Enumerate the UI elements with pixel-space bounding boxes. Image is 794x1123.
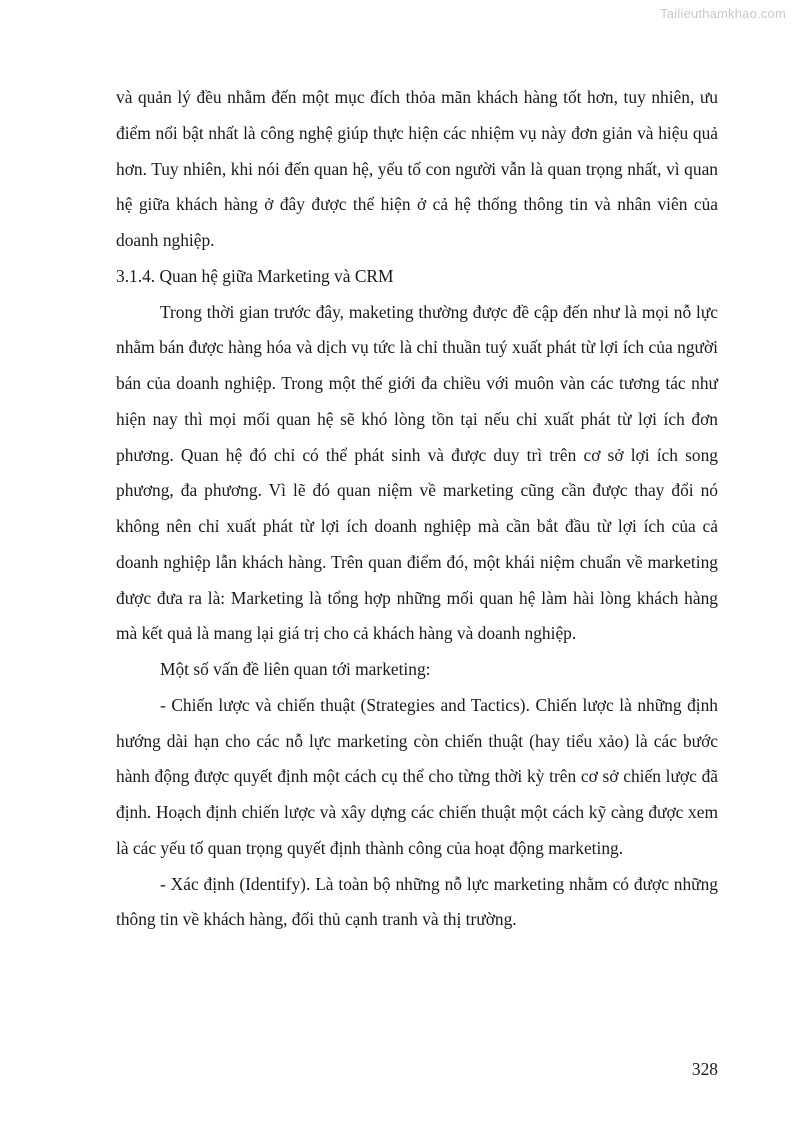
paragraph-marketing-definition: Trong thời gian trước đây, maketing thường được đề cập đến như là mọi nỗ lực nhằm bán được hàng hóa và dịch vụ tức là chỉ thuần tuý xuất phát từ lợi ích của người bán của doanh nghiệp. Trong một thế giới đa chiều với muôn vàn các tương tác như hiện nay thì mọi mối quan hệ sẽ khó lòng tồn tại nếu chỉ xuất phát từ lợi ích đơn phương. Quan hệ đó chỉ có thể phát sinh và được duy trì trên cơ sở lợi ích song phương, đa phương. Vì lẽ đó quan niệm về marketing cũng cần được thay đổi nó không nên chỉ xuất phát từ lợi ích doanh nghiệp mà cần bắt đầu từ lợi ích của cả doanh nghiệp lẫn khách hàng. Trên quan điểm đó, một khái niệm chuẩn về marketing được đưa ra là: Marketing là tổng hợp những mối quan hệ làm hài lòng khách hàng mà kết quả là mang lại giá trị cho cả khách hàng và doanh nghiệp.: [116, 301, 718, 644]
page-number: 328: [691, 1059, 718, 1079]
paragraph-marketing-issues-intro: Một số vấn đề liên quan tới marketing:: [160, 659, 431, 679]
document-body: [116, 80, 718, 938]
paragraph-identify: - Xác định (Identify). Là toàn bộ những nỗ lực marketing nhằm có được những thông tin về khách hàng, đối thủ cạnh tranh và thị trường.: [116, 873, 718, 930]
paragraph-continuation: và quản lý đều nhằm đến một mục đích thỏa mãn khách hàng tốt hơn, tuy nhiên, ưu điểm nổi bật nhất là công nghệ giúp thực hiện các nhiệm vụ này đơn giản và hiệu quả hơn. Tuy nhiên, khi nói đến quan hệ, yếu tố con người vẫn là quan trọng nhất, vì quan hệ giữa khách hàng ở đây được thể hiện ở cả hệ thống thông tin và nhân viên của doanh nghiệp.: [116, 87, 718, 250]
paragraph-strategies-tactics: - Chiến lược và chiến thuật (Strategies and Tactics). Chiến lược là những định hướng dài hạn cho các nỗ lực marketing còn chiến thuật (hay tiểu xảo) là các bước hành động được quyết định một cách cụ thể cho từng thời kỳ trên cơ sở chiến lược đã định. Hoạch định chiến lược và xây dựng các chiến thuật một cách kỹ càng được xem là các yếu tố quan trọng quyết định thành công của hoạt động marketing.: [116, 694, 718, 858]
watermark-text: Tailieuthamkhao.com: [660, 6, 786, 21]
section-heading: 3.1.4. Quan hệ giữa Marketing và CRM: [116, 265, 394, 286]
